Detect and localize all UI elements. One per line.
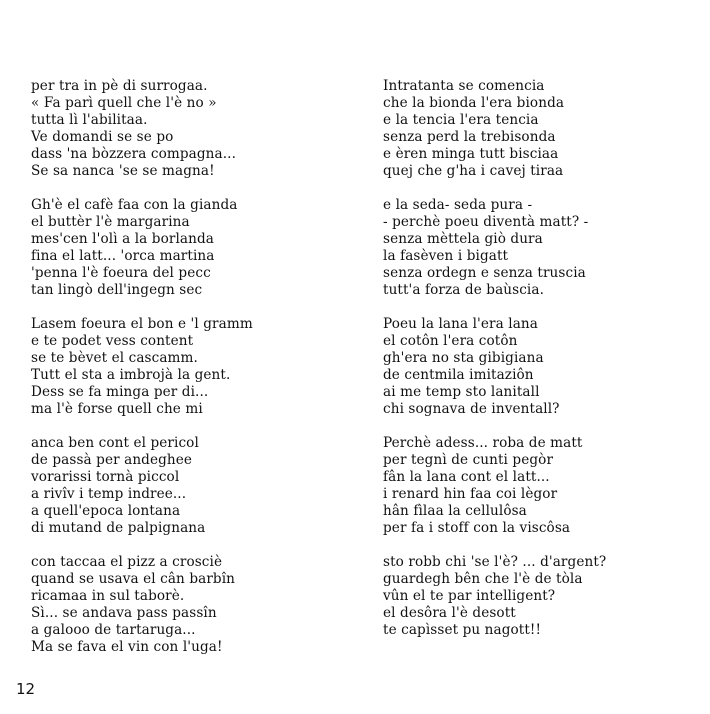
poem-line: la fasèven i bigatt bbox=[383, 248, 509, 264]
poem-line: tutt'a forza de baùscia. bbox=[383, 282, 544, 298]
poem-line: senza perd la trebisonda bbox=[383, 129, 556, 145]
poem-line: i renard hin faa coi lègor bbox=[383, 486, 558, 502]
poem-line: gh'era no sta gibigiana bbox=[383, 350, 544, 366]
poem-line: de centmila imitaziôn bbox=[383, 367, 534, 383]
poem-line: el cotôn l'era cotôn bbox=[383, 333, 518, 349]
stanza bbox=[31, 78, 361, 180]
poem-line: Ma se fava el vin con l'uga! bbox=[31, 639, 223, 655]
stanza bbox=[31, 197, 361, 299]
poem-line: hân fìlaa la cellulôsa bbox=[383, 503, 527, 519]
poem-line: per tra in pè di surrogaa. bbox=[31, 78, 208, 94]
poem-line: Ve domandi se se po bbox=[31, 129, 174, 145]
poem-line: a rivîv i temp indree... bbox=[31, 486, 187, 502]
poem-line: se te bèvet el cascamm. bbox=[31, 350, 198, 366]
poem-line: sto robb chi 'se l'è? ... d'argent? bbox=[383, 554, 607, 570]
poem-line: e la seda- seda pura - bbox=[383, 197, 533, 213]
poem-line: vorarissi tornà piccol bbox=[31, 469, 180, 485]
stanza bbox=[383, 316, 693, 418]
poem-line: e èren minga tutt bisciaa bbox=[383, 146, 559, 162]
poem-line: Tutt el sta a imbrojà la gent. bbox=[31, 367, 231, 383]
stanza bbox=[383, 435, 693, 537]
poem-line: e te podet vess content bbox=[31, 333, 194, 349]
poem-line: 'penna l'è foeura del pecc bbox=[31, 265, 211, 281]
poem-line: Perchè adess... roba de matt bbox=[383, 435, 583, 451]
poem-line: Poeu la lana l'era lana bbox=[383, 316, 538, 332]
poem-line: te capìsset pu nagott!! bbox=[383, 622, 542, 638]
poem-line: el desôra l'è desott bbox=[383, 605, 516, 621]
stanza bbox=[31, 554, 361, 656]
poem-line: quej che g'ha i cavej tiraa bbox=[383, 163, 564, 179]
poem-line: de passà per andeghee bbox=[31, 452, 193, 468]
poem-line: - perchè poeu diventà matt? - bbox=[383, 214, 589, 230]
poem-line: mes'cen l'olì a la borlanda bbox=[31, 231, 214, 247]
poem-line: con taccaa el pizz a crosciè bbox=[31, 554, 223, 570]
poem-line: ai me temp sto lanitall bbox=[383, 384, 540, 400]
poem-line: dass 'na bòzzera compagna... bbox=[31, 146, 236, 162]
poem-line: che la bionda l'era bionda bbox=[383, 95, 565, 111]
stanza bbox=[31, 435, 361, 537]
stanza bbox=[383, 197, 693, 299]
poem-line: ricamaa in sul taborè. bbox=[31, 588, 185, 604]
poem-line: guardegh bên che l'è de tòla bbox=[383, 571, 583, 587]
stanza bbox=[383, 554, 693, 639]
stanza bbox=[31, 316, 361, 418]
poem-right-column bbox=[383, 78, 693, 656]
poem-line: anca ben cont el pericol bbox=[31, 435, 199, 451]
poem-line: Sì... se andava pass passîn bbox=[31, 605, 217, 621]
poem-line: quand se usava el cân barbîn bbox=[31, 571, 236, 587]
poem-line: fân la lana cont el latt... bbox=[383, 469, 550, 485]
poem-line: fina el latt... 'orca martina bbox=[31, 248, 215, 264]
poem-line: Se sa nanca 'se se magna! bbox=[31, 163, 215, 179]
poem-line: ma l'è forse quell che mi bbox=[31, 401, 203, 417]
stanza bbox=[383, 78, 693, 180]
poem-line: Intratanta se comencia bbox=[383, 78, 545, 94]
page-number: 12 bbox=[16, 680, 36, 698]
poem-line: chi sognava de inventall? bbox=[383, 401, 560, 417]
poem-line: tutta lì l'abilitaa. bbox=[31, 112, 148, 128]
poem-left-column bbox=[31, 78, 361, 673]
poem-line: per tegnì de cunti pegòr bbox=[383, 452, 554, 468]
poem-line: per fa i stoff con la viscôsa bbox=[383, 520, 571, 536]
poem-line: vûn el te par intelligent? bbox=[383, 588, 556, 604]
poem-line: Lasem foeura el bon e 'l gramm bbox=[31, 316, 253, 332]
poem-line: senza ordegn e senza truscia bbox=[383, 265, 586, 281]
poem-line: senza mèttela giò dura bbox=[383, 231, 543, 247]
poem-line: tan lingò dell'ingegn sec bbox=[31, 282, 203, 298]
poem-line: Gh'è el cafè faa con la gianda bbox=[31, 197, 238, 213]
poem-line: « Fa parì quell che l'è no » bbox=[31, 95, 217, 111]
poem-line: di mutand de palpignana bbox=[31, 520, 206, 536]
poem-line: el buttèr l'è margarina bbox=[31, 214, 190, 230]
poem-line: a galooo de tartaruga... bbox=[31, 622, 196, 638]
poem-line: e la tencia l'era tencia bbox=[383, 112, 539, 128]
poem-line: a quell'epoca lontana bbox=[31, 503, 181, 519]
poem-line: Dess se fa minga per di... bbox=[31, 384, 209, 400]
